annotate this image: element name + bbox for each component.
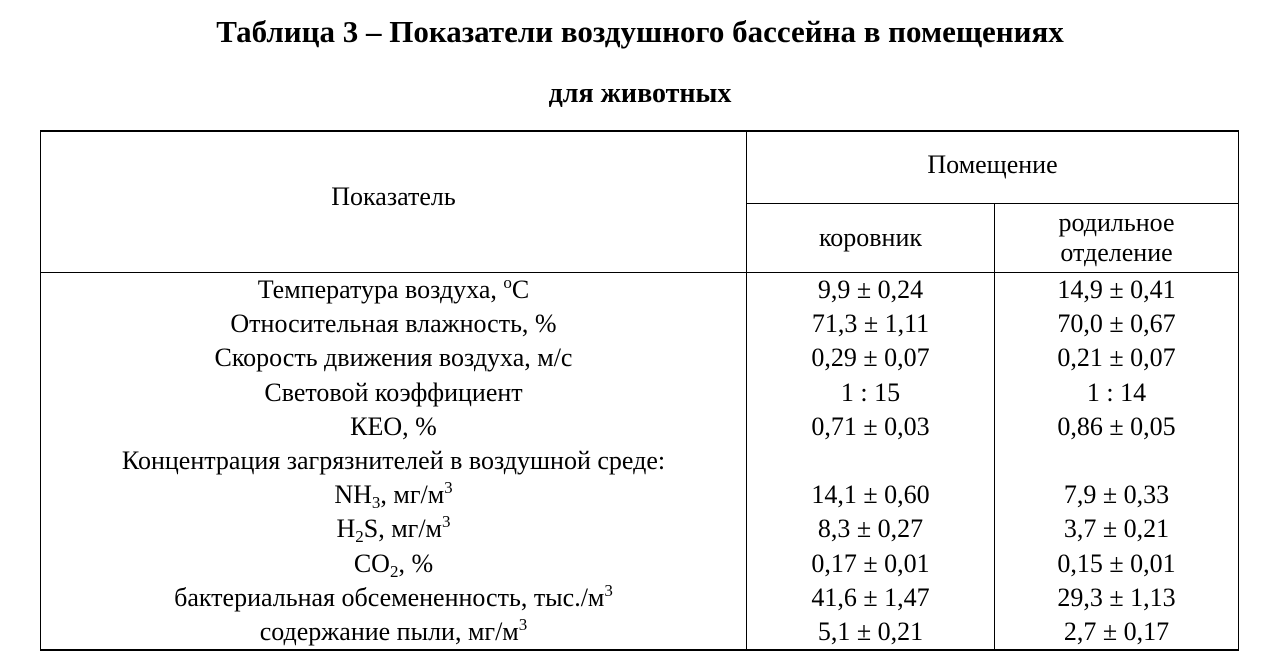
cowshed-value: 0,17 ± 0,01	[747, 547, 995, 581]
maternity-value	[995, 444, 1239, 478]
table-title: Таблица 3 – Показатели воздушного бассейна в помещениях	[216, 14, 1064, 49]
table-row	[41, 307, 1239, 341]
maternity-value: 1 : 14	[995, 376, 1239, 410]
cowshed-value: 71,3 ± 1,11	[747, 307, 995, 341]
header-cowshed: коровник	[747, 203, 995, 273]
row-label: КЕО, %	[41, 410, 747, 444]
cowshed-value: 9,9 ± 0,24	[747, 273, 995, 308]
maternity-value: 70,0 ± 0,67	[995, 307, 1239, 341]
cowshed-value: 1 : 15	[747, 376, 995, 410]
maternity-value: 14,9 ± 0,41	[995, 273, 1239, 308]
row-label: $H_2S$, $мг/м^3$	[41, 512, 747, 546]
row-label: $NH_3$, $мг/м^3$	[41, 478, 747, 512]
table-row	[41, 341, 1239, 375]
row-label: Концентрация загрязнителей в воздушной среде:	[41, 444, 747, 478]
table-row	[41, 512, 1239, 546]
cowshed-value: 0,71 ± 0,03	[747, 410, 995, 444]
data-table	[40, 130, 1239, 651]
header-room-group: Помещение	[747, 131, 1239, 203]
table-row	[41, 410, 1239, 444]
table-title-continuation: для животных	[548, 78, 732, 109]
table-row	[41, 478, 1239, 512]
cowshed-value: 14,1 ± 0,60	[747, 478, 995, 512]
cowshed-value: 41,6 ± 1,47	[747, 581, 995, 615]
table-row	[41, 547, 1239, 581]
maternity-value: 7,9 ± 0,33	[995, 478, 1239, 512]
cowshed-value: 0,29 ± 0,07	[747, 341, 995, 375]
row-label: Скорость движения воздуха, м/с	[41, 341, 747, 375]
row-label: Температура воздуха, $^о$С	[41, 273, 747, 308]
row-label: бактериальная обсемененность, $тыс./м^3$	[41, 581, 747, 615]
table-row-section-heading	[41, 444, 1239, 478]
table-row	[41, 615, 1239, 650]
cowshed-value: 5,1 ± 0,21	[747, 615, 995, 650]
table-row	[41, 376, 1239, 410]
row-label: Относительная влажность, %	[41, 307, 747, 341]
maternity-value: 29,3 ± 1,13	[995, 581, 1239, 615]
header-maternity-ward: родильное отделение	[995, 203, 1239, 273]
row-label: $CO_2$, %	[41, 547, 747, 581]
table-row	[41, 581, 1239, 615]
maternity-value: 0,21 ± 0,07	[995, 341, 1239, 375]
row-label: Световой коэффициент	[41, 376, 747, 410]
cowshed-value	[747, 444, 995, 478]
maternity-value: 0,86 ± 0,05	[995, 410, 1239, 444]
table-row	[41, 273, 1239, 308]
row-label: содержание пыли, $мг/м^3$	[41, 615, 747, 650]
maternity-value: 3,7 ± 0,21	[995, 512, 1239, 546]
cowshed-value: 8,3 ± 0,27	[747, 512, 995, 546]
header-parameter: Показатель	[41, 131, 747, 273]
maternity-value: 0,15 ± 0,01	[995, 547, 1239, 581]
maternity-value: 2,7 ± 0,17	[995, 615, 1239, 650]
